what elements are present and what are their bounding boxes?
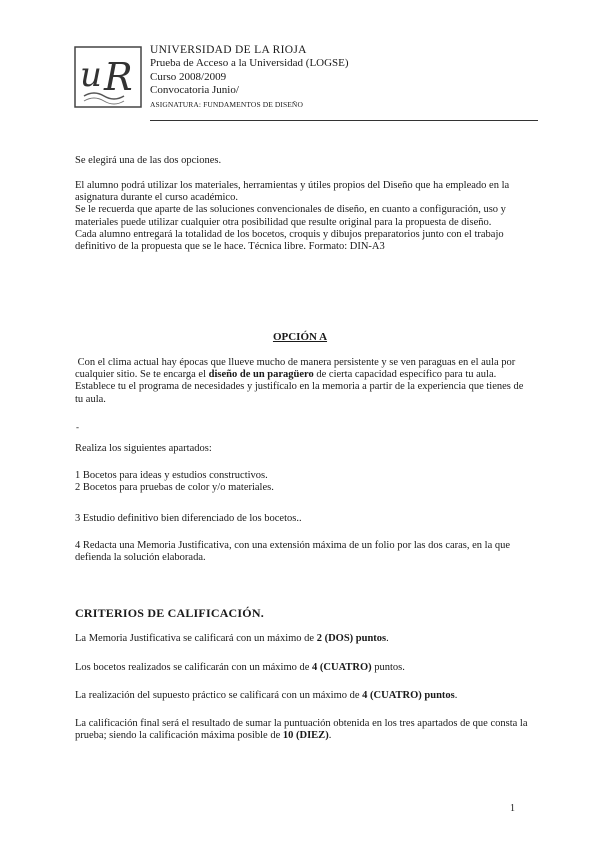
criteria-score: 4 (CUATRO) <box>312 662 372 673</box>
option-title: OPCIÓN A <box>272 331 328 343</box>
criteria-score: 4 (CUATRO) puntos <box>362 690 455 701</box>
choose-instruction: Se elegirá una de las dos opciones. <box>75 155 222 166</box>
criteria-text: . <box>454 690 458 701</box>
page-number: 1 <box>510 803 515 814</box>
criteria-item <box>75 718 530 742</box>
option-instruction: Realiza los siguientes apartados: <box>75 443 212 454</box>
criteria-text: puntos. <box>371 662 405 673</box>
criteria-text: Los bocetos realizados se calificarán con un máximo de <box>75 662 313 673</box>
university-logo-icon <box>74 46 142 108</box>
course-year: Curso 2008/2009 <box>150 70 227 83</box>
criteria-score: 2 (DOS) puntos <box>316 633 387 644</box>
criteria-item <box>75 633 530 645</box>
university-name: UNIVERSIDAD DE LA RIOJA <box>150 44 307 56</box>
exam-call: Convocatoria Junio/ <box>150 84 239 97</box>
svg-text:u: u <box>80 55 102 95</box>
header-block <box>150 44 550 111</box>
header-divider <box>150 120 538 121</box>
list-item: 1 Bocetos para ideas y estudios constructivos. <box>75 470 268 481</box>
criteria-item <box>75 690 530 702</box>
criteria-text: . <box>386 633 389 644</box>
intro-paragraph <box>75 180 530 253</box>
criteria-item <box>75 662 530 674</box>
list-item: 4 Redacta una Memoria Justificativa, con una extensión máxima de un folio por las dos caras, en la que defienda la solución elaborada. <box>75 540 511 564</box>
option-text-bold: diseño de un paragüero <box>208 369 314 381</box>
intro-line: Se le recuerda que aparte de las soluciones convencionales de diseño, en cuanto a configuración, uso y materiales puede utilizar cualquier otra posibilidad que resulte original para la propuesta de diseño. <box>75 204 506 228</box>
task-list <box>75 470 530 494</box>
option-heading <box>0 331 600 343</box>
list-item: 2 Bocetos para pruebas de color y/o materiales. <box>75 482 274 494</box>
criteria-score: 10 (DIEZ) <box>282 730 329 742</box>
intro-line: El alumno podrá utilizar los materiales, herramientas y útiles propios del Diseño que ha empleado en la asignatura durante el curso académico. <box>75 180 510 204</box>
option-text-after: de cierta capacidad específico para tu aula. Establece tu el programa de necesidades y justifícalo en la memoria a partir de la experiencia que tienes de tu aula. <box>75 369 524 405</box>
criteria-text: La realización del supuesto práctico se calificará con un máximo de <box>75 690 363 701</box>
option-text-before: Con el clima actual hay épocas que llueve mucho de manera persistente y se ven paraguas en el aula por cualquier sitio. Se te encarga el <box>75 357 516 381</box>
criteria-heading: CRITERIOS DE CALIFICACIÓN. <box>75 606 264 620</box>
option-description <box>75 357 530 406</box>
list-item: 3 Estudio definitivo bien diferenciado de los bocetos.. <box>75 513 302 524</box>
university-logo <box>74 46 142 108</box>
subject-line: ASIGNATURA: FUNDAMENTOS DE DISEÑO <box>150 99 303 109</box>
criteria-text: . <box>328 730 332 742</box>
criteria-text: La calificación final será el resultado de sumar la puntuación obtenida en los tres apartados de que consta la prueba; siendo la calificación máxima posible de <box>75 718 528 742</box>
stray-dash: - <box>76 422 79 432</box>
criteria-text: La Memoria Justificativa se calificará con un máximo de <box>75 633 317 644</box>
exam-title: Prueba de Acceso a la Universidad (LOGSE) <box>150 57 349 70</box>
svg-text:R: R <box>104 55 133 99</box>
intro-line: Cada alumno entregará la totalidad de los bocetos, croquis y dibujos preparatorios junto con el trabajo definitivo de la propuesta que se le hace. Técnica libre. Formato: DIN-A3 <box>75 228 504 253</box>
